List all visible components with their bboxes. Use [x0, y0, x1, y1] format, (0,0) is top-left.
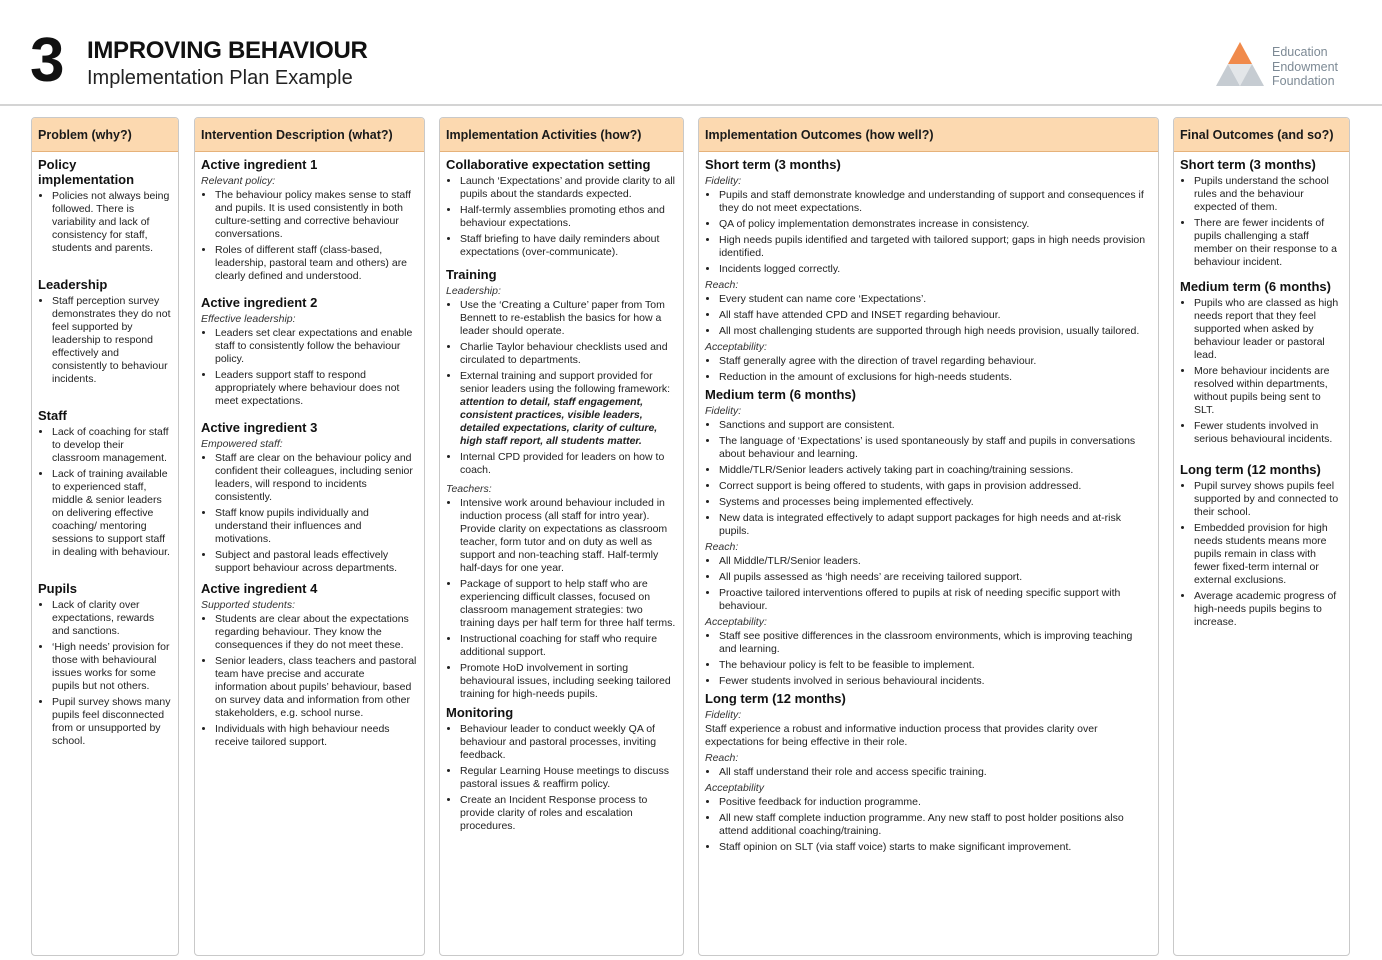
list-item: • Pupils understand the school rules and the behaviour expected of them. — [1194, 175, 1343, 214]
list-item: • Correct support is being offered to students, with gaps in provision addressed. — [719, 480, 1152, 493]
list-item: • Create an Incident Response process to provide clarity of roles and escalation procedures. — [460, 794, 677, 833]
list-item: • Half-termly assemblies promoting ethos and behaviour expectations. — [460, 204, 677, 230]
bullet-list — [38, 426, 172, 559]
list-item: • Lack of coaching for staff to develop their classroom management. — [52, 426, 172, 465]
list-item: • Regular Learning House meetings to discuss pastoral issues & reaffirm policy. — [460, 765, 677, 791]
list-item: • External training and support provided for senior leaders using the following framework: attention to detail, staff engagement, consistent practices, visible leaders, detailed expectations, clarity of culture, high staff report, all students matter. — [460, 370, 677, 448]
section-title: Medium term (6 months) — [1180, 279, 1331, 294]
list-item: • Leaders set clear expectations and enable staff to consistently follow the behaviour policy. — [215, 327, 418, 366]
list-item: • Package of support to help staff who are experiencing difficult classes, focused on classroom management strategies: two training days per half term for three half terms. — [460, 578, 677, 630]
list-item: • Systems and processes being implemented effectively. — [719, 496, 1152, 509]
list-item: • Pupil survey shows pupils feel supported by and connected to their school. — [1194, 480, 1343, 519]
list-item: • Average academic progress of high-needs pupils begins to increase. — [1194, 590, 1343, 629]
list-item: • Charlie Taylor behaviour checklists used and circulated to departments. — [460, 341, 677, 367]
list-item: • Lack of clarity over expectations, rewards and sanctions. — [52, 599, 172, 638]
list-item: • Senior leaders, class teachers and pastoral team have precise and accurate information about pupils’ behaviour, based on survey data and information from other stakeholders, e.g. school nurse. — [215, 655, 418, 720]
bullet-list — [1180, 480, 1343, 629]
list-item: • The behaviour policy is felt to be feasible to implement. — [719, 659, 1152, 672]
list-item: • High needs pupils identified and targeted with tailored support; gaps in high needs provision identified. — [719, 234, 1152, 260]
bullet-list — [1180, 175, 1343, 269]
list-item: • Instructional coaching for staff who require additional support. — [460, 633, 677, 659]
activities-column — [439, 117, 684, 956]
list-item: • All most challenging students are supported through high needs provision, usually tailored. — [719, 325, 1152, 338]
section-title: Policy implementation — [38, 157, 135, 187]
bullet-list — [201, 452, 418, 575]
section-title: Collaborative expectation setting — [446, 157, 651, 172]
list-item: • Proactive tailored interventions offered to pupils at risk of needing specific support with behaviour. — [719, 587, 1152, 613]
bullet-list — [705, 630, 1152, 688]
list-item: • Students are clear about the expectations regarding behaviour. They know the consequences if they do not meet these. — [215, 613, 418, 652]
list-item: • Staff generally agree with the direction of travel regarding behaviour. — [719, 355, 1152, 368]
bullet-list — [705, 355, 1152, 384]
activities-column-header: Implementation Activities (how?) — [440, 118, 683, 152]
bullet-list — [446, 497, 677, 701]
list-item: • Pupils and staff demonstrate knowledge and understanding of support and consequences if they do not meet expectations. — [719, 189, 1152, 215]
intervention-column-header: Intervention Description (what?) — [195, 118, 424, 152]
list-item: • Staff briefing to have daily reminders about expectations (over-communicate). — [460, 233, 677, 259]
page-header — [0, 0, 1382, 106]
bullet-list — [201, 327, 418, 408]
list-item: • Staff see positive differences in the classroom environments, which is improving teaching and learning. — [719, 630, 1152, 656]
final-column-header: Final Outcomes (and so?) — [1174, 118, 1349, 152]
subheading: Reach: — [705, 279, 739, 291]
section-title: Active ingredient 4 — [201, 581, 318, 596]
section-title: Active ingredient 3 — [201, 420, 318, 435]
bullet-list — [705, 796, 1152, 854]
list-item: • All new staff complete induction programme. Any new staff to post holder positions also attend additional coaching/training. — [719, 812, 1152, 838]
page-subtitle: Implementation Plan Example — [87, 67, 353, 89]
eef-logo-text: Education Endowment Foundation — [1272, 45, 1339, 88]
subheading: Acceptability — [705, 782, 764, 794]
bullet-list — [1180, 297, 1343, 446]
outcomes-column-header: Implementation Outcomes (how well?) — [699, 118, 1158, 152]
list-item: • The behaviour policy makes sense to staff and pupils. It is used consistently in both culture-setting and corrective behaviour conversations. — [215, 189, 418, 241]
list-item: • Fewer students involved in serious behavioural incidents. — [1194, 420, 1343, 446]
section-title: Training — [446, 267, 497, 282]
section-title: Active ingredient 2 — [201, 295, 318, 310]
subheading: Reach: — [705, 752, 739, 764]
subheading: Leadership: — [446, 285, 501, 297]
section-title: Pupils — [38, 581, 78, 596]
list-item: • Fewer students involved in serious behavioural incidents. — [719, 675, 1152, 688]
page-title: IMPROVING BEHAVIOUR — [87, 37, 368, 64]
section-number: 3 — [30, 26, 65, 95]
list-item: • All staff have attended CPD and INSET regarding behaviour. — [719, 309, 1152, 322]
list-item: • Reduction in the amount of exclusions for high-needs students. — [719, 371, 1152, 384]
bullet-list — [705, 293, 1152, 338]
bullet-list — [201, 613, 418, 749]
list-item: • Staff are clear on the behaviour policy and confident their colleagues, including senior leaders, will respond to incidents consistently. — [215, 452, 418, 504]
list-item: • Roles of different staff (class-based, leadership, pastoral team and others) are clearly defined and understood. — [215, 244, 418, 283]
subheading: Effective leadership: — [201, 313, 296, 325]
list-item: • Incidents logged correctly. — [719, 263, 1152, 276]
subheading: Empowered staff: — [201, 438, 283, 450]
subheading: Fidelity: — [705, 405, 742, 417]
list-item: • All Middle/TLR/Senior leaders. — [719, 555, 1152, 568]
list-item: • Pupils who are classed as high needs report that they feel supported when asked by behaviour leader or pastoral lead. — [1194, 297, 1343, 362]
list-item: • Staff know pupils individually and understand their influences and motivations. — [215, 507, 418, 546]
outcomes-column — [698, 117, 1159, 956]
bullet-list — [705, 766, 1152, 779]
section-title: Leadership — [38, 277, 108, 292]
subheading: Fidelity: — [705, 709, 742, 721]
list-item: • Policies not always being followed. There is variability and lack of consistency for staff, students and parents. — [52, 190, 172, 255]
section-title: Long term (12 months) — [1180, 462, 1321, 477]
section-title: Short term (3 months) — [1180, 157, 1316, 172]
section-title: Active ingredient 1 — [201, 157, 318, 172]
bullet-list — [201, 189, 418, 283]
paragraph: Staff experience a robust and informative induction process that provides clarity over expectations for being effective in their role. — [705, 723, 1098, 748]
section-title: Medium term (6 months) — [705, 387, 856, 402]
list-item: • Individuals with high behaviour needs receive tailored support. — [215, 723, 418, 749]
section-title: Monitoring — [446, 705, 514, 720]
subheading: Supported students: — [201, 599, 295, 611]
list-item: • All pupils assessed as ‘high needs’ are receiving tailored support. — [719, 571, 1152, 584]
bullet-list — [446, 723, 677, 833]
problem-column-header: Problem (why?) — [32, 118, 178, 152]
list-item: • All staff understand their role and access specific training. — [719, 766, 1152, 779]
list-item: • Use the ‘Creating a Culture’ paper from Tom Bennett to re-establish the basics for how a leader should operate. — [460, 299, 677, 338]
final-column — [1173, 117, 1350, 956]
subheading: Relevant policy: — [201, 175, 276, 187]
list-item: • QA of policy implementation demonstrates increase in consistency. — [719, 218, 1152, 231]
subheading: Reach: — [705, 541, 739, 553]
bullet-list — [38, 190, 172, 255]
subheading: Acceptability: — [705, 616, 767, 628]
section-title: Short term (3 months) — [705, 157, 841, 172]
section-title: Long term (12 months) — [705, 691, 846, 706]
list-item: • Promote HoD involvement in sorting behavioural issues, including seeking tailored training for high-needs pupils. — [460, 662, 677, 701]
list-item: • Intensive work around behaviour included in induction process (all staff for intro year). Provide clarity on expectations as classroom teacher, form tutor and on duty as well as support and non-teaching staff. Half-termly half-days for one year. — [460, 497, 677, 575]
subheading: Fidelity: — [705, 175, 742, 187]
subheading: Teachers: — [446, 483, 492, 495]
bullet-list — [38, 295, 172, 386]
list-item: • Behaviour leader to conduct weekly QA of behaviour and pastoral processes, inviting feedback. — [460, 723, 677, 762]
list-item: • Subject and pastoral leads effectively support behaviour across departments. — [215, 549, 418, 575]
list-item: • Leaders support staff to respond appropriately where behaviour does not meet expectations. — [215, 369, 418, 408]
list-item: • There are fewer incidents of pupils challenging a staff member on their response to a behaviour incident. — [1194, 217, 1343, 269]
bullet-list — [446, 175, 677, 259]
section-title: Staff — [38, 408, 67, 423]
list-item: • Launch ‘Expectations’ and provide clarity to all pupils about the standards expected. — [460, 175, 677, 201]
bullet-list — [38, 599, 172, 748]
list-item: • Every student can name core ‘Expectations’. — [719, 293, 1152, 306]
list-item: • Internal CPD provided for leaders on how to coach. — [460, 451, 677, 477]
list-item: • Lack of training available to experienced staff, middle & senior leaders on delivering effective coaching/ mentoring sessions to support staff in dealing with behaviour. — [52, 468, 172, 559]
list-item: • The language of ‘Expectations’ is used spontaneously by staff and pupils in conversations about behaviour and learning. — [719, 435, 1152, 461]
list-item: • More behaviour incidents are resolved within departments, without pupils being sent to SLT. — [1194, 365, 1343, 417]
bullet-list — [446, 299, 677, 477]
list-item: • Staff opinion on SLT (via staff voice) starts to make significant improvement. — [719, 841, 1152, 854]
problem-column — [31, 117, 179, 956]
list-item: • ‘High needs’ provision for those with behavioural issues works for some pupils but not others. — [52, 641, 172, 693]
subheading: Acceptability: — [705, 341, 767, 353]
list-item: • Embedded provision for high needs students means more pupils remain in class with fewer fixed-term internal or external exclusions. — [1194, 522, 1343, 587]
bullet-list — [705, 419, 1152, 538]
list-item: • Middle/TLR/Senior leaders actively taking part in coaching/training sessions. — [719, 464, 1152, 477]
list-item: • New data is integrated effectively to adapt support packages for high needs and at-risk pupils. — [719, 512, 1152, 538]
list-item: • Sanctions and support are consistent. — [719, 419, 1152, 432]
list-item: • Positive feedback for induction programme. — [719, 796, 1152, 809]
list-item: • Pupil survey shows many pupils feel disconnected from or unsupported by school. — [52, 696, 172, 748]
list-item: • Staff perception survey demonstrates they do not feel supported by leadership to respond effectively and consistently to behaviour incidents. — [52, 295, 172, 386]
bullet-list — [705, 189, 1152, 276]
bullet-list — [705, 555, 1152, 613]
intervention-column — [194, 117, 425, 956]
